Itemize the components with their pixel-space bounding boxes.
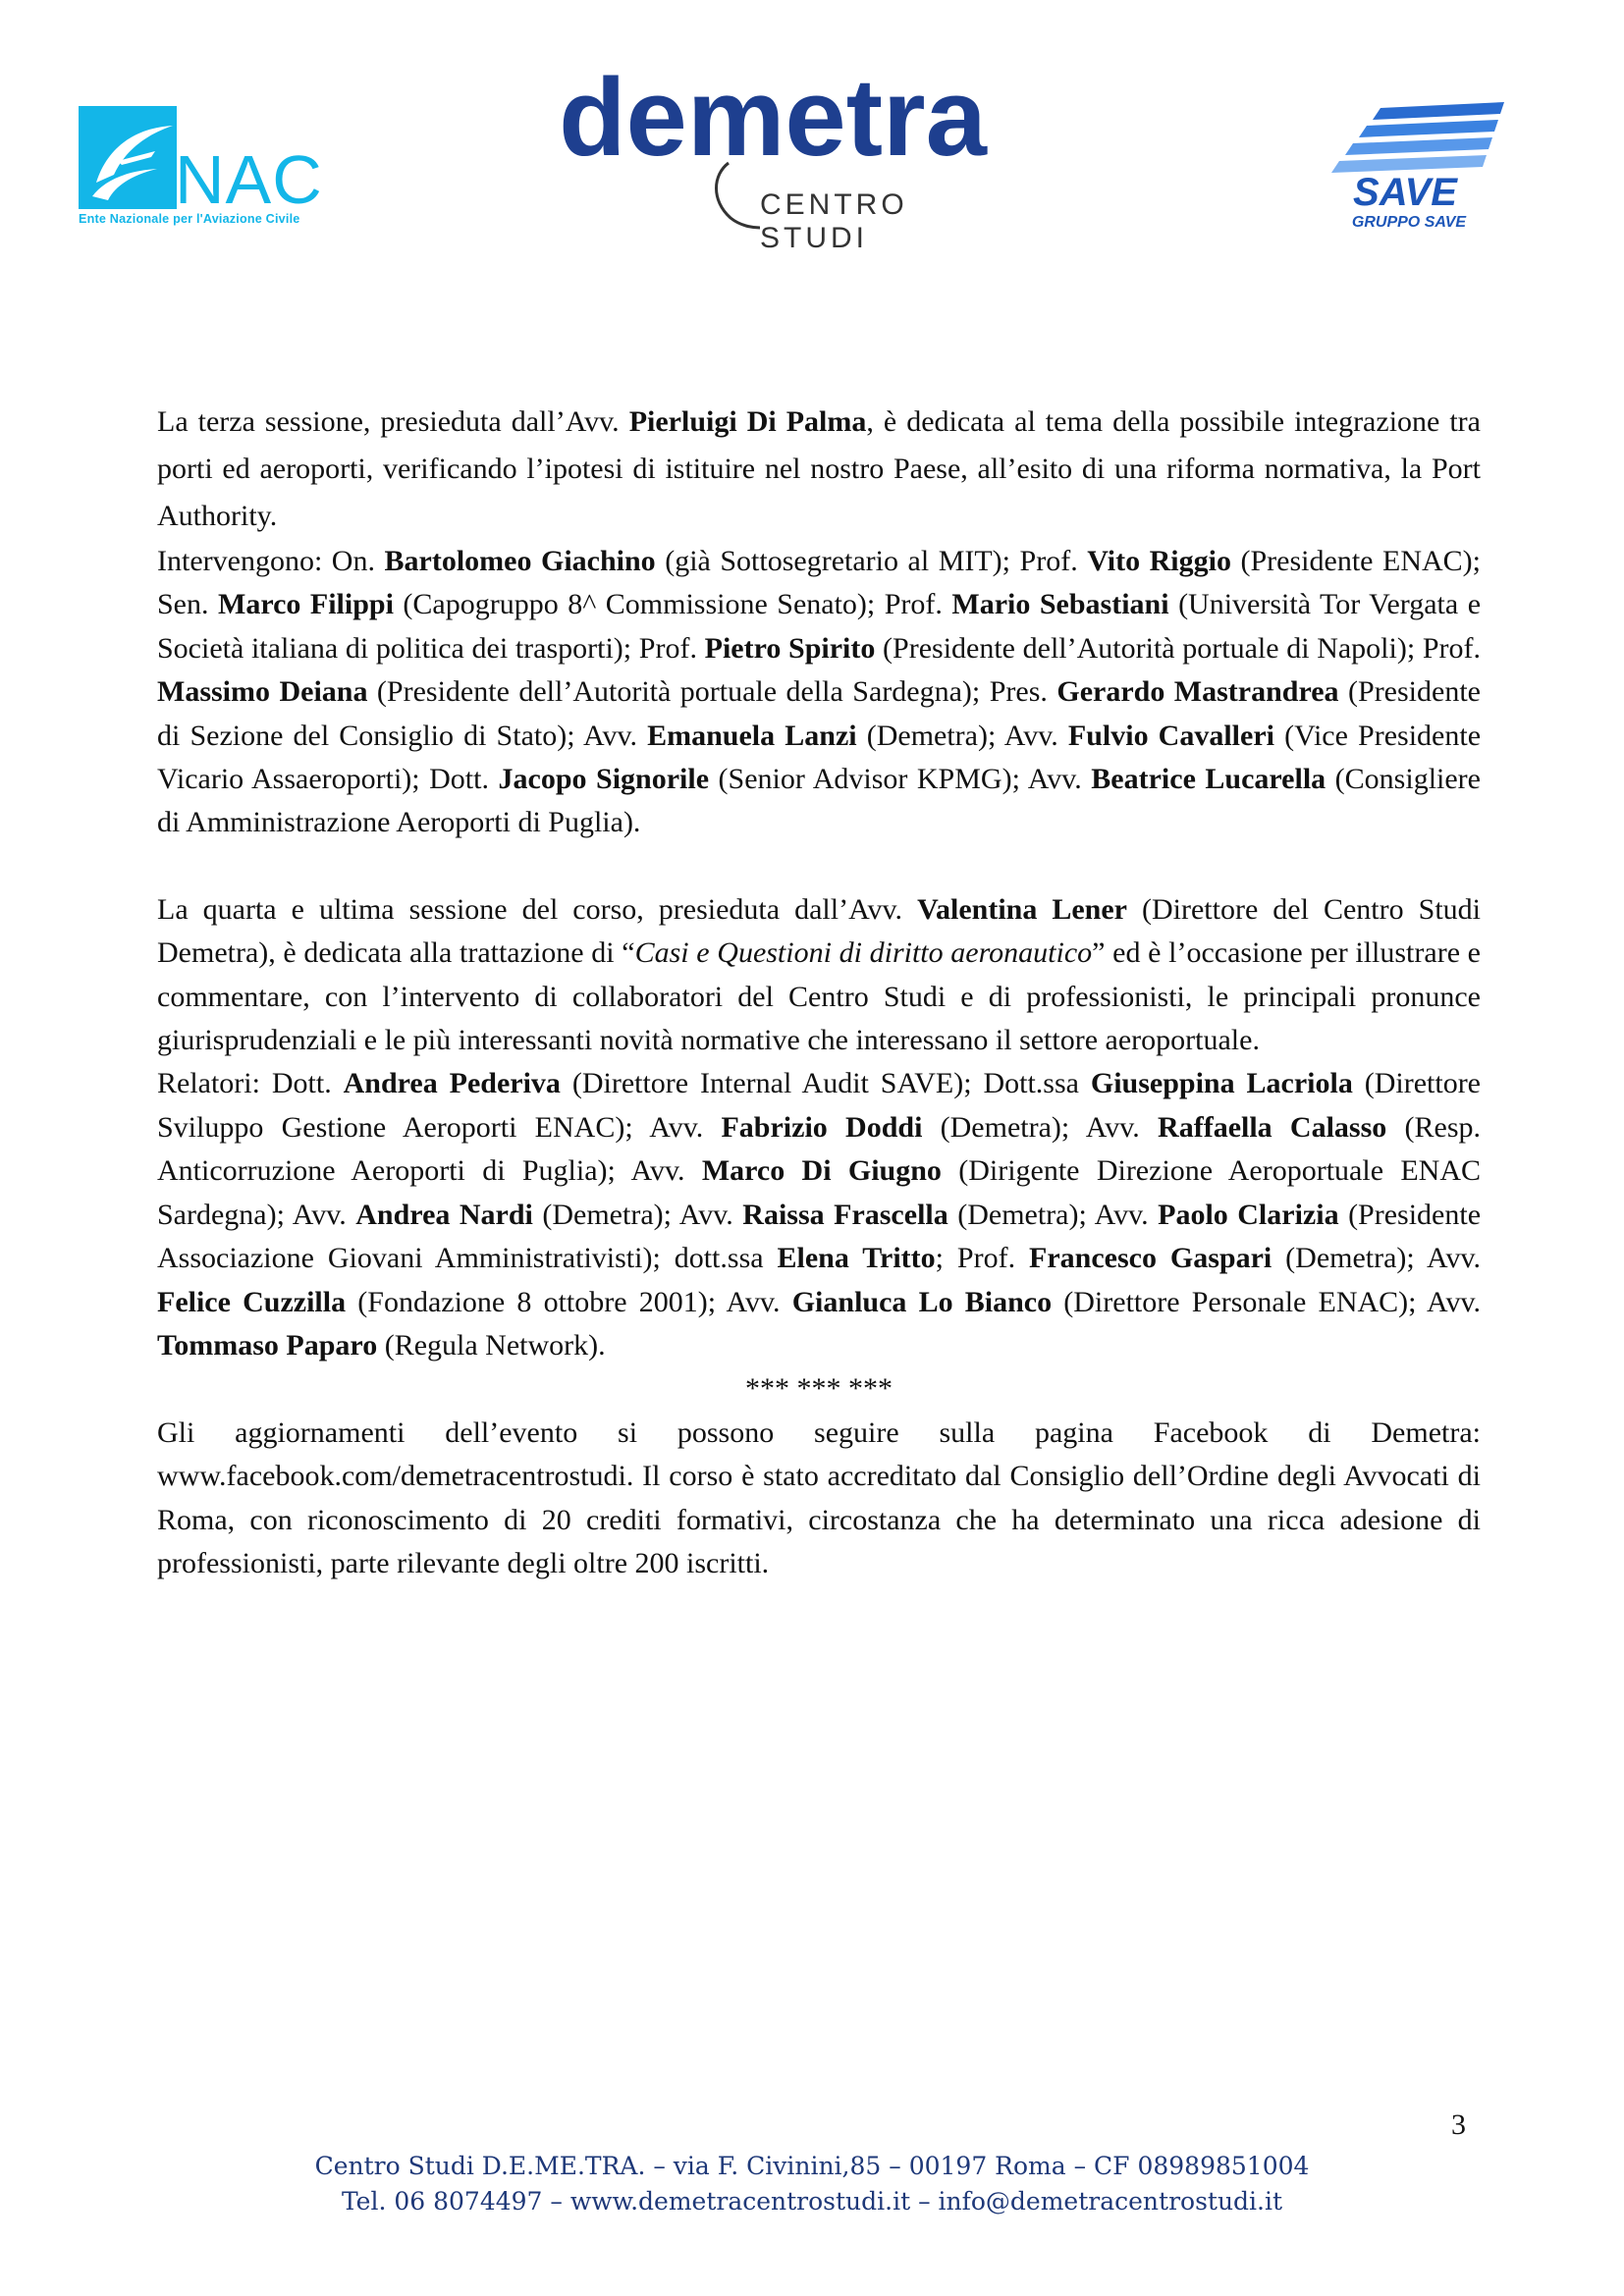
person-name: Pietro Spirito [704, 631, 876, 665]
session3-speakers-paragraph [157, 540, 1481, 845]
text-run: (Università Tor Vergata e Società italiana di politica dei trasporti); Prof. [157, 588, 1482, 665]
person-name: Vito Riggio [1087, 545, 1231, 577]
person-name: Raffaella Calasso [1158, 1110, 1387, 1144]
text-run: (Senior Advisor KPMG); Avv. [709, 763, 1092, 796]
text-run: (Consigliere di Amministrazione Aeroporti di Puglia). [157, 763, 1481, 839]
person-name: Tommaso Paparo [157, 1328, 378, 1362]
enac-logo-wordmark: NAC [175, 141, 323, 218]
text-run: (Demetra); Avv. [532, 1198, 743, 1231]
save-logo-subtitle: GRUPPO SAVE [1351, 214, 1467, 231]
text-run: (Fondazione 8 ottobre 2001); Avv. [346, 1285, 792, 1318]
enac-swoosh-icon [79, 106, 177, 209]
person-name: Massimo Deiana [157, 675, 368, 709]
text-run: Relatori: Dott. [157, 1067, 344, 1100]
person-name: Giuseppina Lacriola [1090, 1067, 1353, 1100]
person-name: Felice Cuzzilla [157, 1285, 347, 1318]
person-name: Beatrice Lucarella [1091, 763, 1326, 796]
text-run: (Regula Network). [377, 1328, 606, 1362]
text-run: (già Sottosegretario al MIT); Prof. [655, 545, 1088, 577]
person-name: Emanuela Lanzi [647, 719, 857, 752]
text-run: (Presidente Associazione Giovani Amministrativisti); dott.ssa [157, 1198, 1482, 1275]
demetra-curve-icon [683, 161, 762, 230]
text-run: (Demetra); Avv. [856, 719, 1068, 752]
person-name: Mario Sebastiani [951, 588, 1169, 621]
demetra-logo [556, 56, 990, 254]
section-separator: *** *** *** [745, 1372, 893, 1406]
person-name: Francesco Gaspari [1029, 1242, 1272, 1275]
enac-logo [79, 106, 359, 232]
demetra-logo-subtitle: CENTRO STUDI [760, 188, 908, 254]
person-name: Raissa Frascella [742, 1198, 948, 1231]
person-name: Gerardo Mastrandrea [1056, 675, 1339, 709]
text-run: (Direttore Sviluppo Gestione Aeroporti ENAC); Avv. [157, 1067, 1482, 1144]
text-run: (Demetra); Avv. [1272, 1242, 1482, 1275]
text-run: (Presidente di Sezione del Consiglio di Stato); Avv. [157, 675, 1481, 752]
document-body [157, 399, 1481, 1585]
session4-paragraph [157, 888, 1481, 1063]
person-name: Bartolomeo Giachino [384, 545, 656, 577]
text-run: Intervengono: On. [157, 545, 385, 577]
person-name: Jacopo Signorile [498, 763, 710, 796]
page-number: 3 [1451, 2109, 1466, 2141]
text-run: (Capogruppo 8^ Commissione Senato); Prof. [393, 588, 952, 621]
text-run: (Demetra); Avv. [947, 1198, 1159, 1231]
person-name: Marco Di Giugno [701, 1154, 942, 1188]
footer-contact-line: Tel. 06 8074497 – www.demetracentrostudi.it – info@demetracentrostudi.it [341, 2187, 1283, 2216]
closing-paragraph: Gli aggiornamenti dell’evento si possono seguire sulla pagina Facebook di Demetra: www.facebook.com/demetracentrostudi. Il corso è stato accreditato dal Consiglio dell’Ordine degli Avvocati di Roma, con riconoscimento di 20 crediti formativi, circostanza che ha determinato una ricca adesione di professionisti, parte rilevante degli oltre 200 iscritti. [157, 1415, 1481, 1579]
session3-paragraph: La terza sessione, presieduta dall’Avv. Pierluigi Di Palma, è dedicata al tema della possibile integrazione tra porti ed aeroporti, verificando l’ipotesi di istituire nel nostro Paese, all’esito di una riforma normativa, la Port Authority. [157, 405, 1481, 532]
text-run: (Presidente dell’Autorità portuale della Sardegna); Pres. [367, 675, 1057, 709]
person-name: Paolo Clarizia [1158, 1198, 1339, 1231]
session4-speakers-paragraph [157, 1062, 1481, 1367]
paragraph-gap [157, 845, 1481, 888]
enac-logo-subtitle: Ente Nazionale per l'Aviazione Civile [79, 212, 300, 226]
italic-title: Casi e Questioni di diritto aeronautico [634, 936, 1093, 970]
person-name: Andrea Pederiva [343, 1067, 561, 1100]
person-name: Marco Filippi [218, 588, 394, 621]
session3-chair: Pierluigi Di Palma [628, 405, 867, 438]
footer-address-line: Centro Studi D.E.ME.TRA. – via F. Civinini,85 – 00197 Roma – CF 08989851004 [314, 2152, 1310, 2180]
text-run: (Direttore Personale ENAC); Avv. [1052, 1285, 1482, 1318]
person-name: Andrea Nardi [355, 1198, 533, 1231]
page-footer [0, 2149, 1624, 2219]
text-run: La quarta e ultima sessione del corso, presieduta dall’Avv. [157, 892, 918, 926]
text-run: (Dirigente Direzione Aeroportuale ENAC Sardegna); Avv. [157, 1154, 1481, 1231]
save-logo-wordmark: SAVE [1353, 171, 1457, 214]
person-name: Elena Tritto [777, 1242, 936, 1275]
person-name: Gianluca Lo Bianco [791, 1285, 1053, 1318]
text-run: ” ed è l’occasione per illustrare e commentare, con l’intervento di collaboratori del Centro Studi e di professionisti, le principali pronunce giurisprudenziali e le più interessanti novità normative che interessano il settore aeroportuale. [157, 936, 1481, 1057]
text-run: (Direttore del Centro Studi Demetra), è dedicata alla trattazione di “ [157, 892, 1481, 970]
save-logo [1312, 98, 1506, 236]
text-run: (Presidente ENAC); Sen. [157, 545, 1481, 621]
person-name: Fabrizio Doddi [721, 1110, 923, 1144]
text-run: (Demetra); Avv. [922, 1110, 1159, 1144]
text-run: (Presidente dell’Autorità portuale di Napoli); Prof. [875, 631, 1481, 665]
person-name: Fulvio Cavalleri [1067, 719, 1274, 752]
person-name: Valentina Lener [917, 892, 1127, 926]
text-run: (Vice Presidente Vicario Assaeroporti); Dott. [157, 719, 1482, 796]
text-run: ; Prof. [935, 1242, 1029, 1275]
text-run: (Direttore Internal Audit SAVE); Dott.ssa [560, 1067, 1091, 1100]
text-run: (Resp. Anticorruzione Aeroporti di Puglia); Avv. [157, 1110, 1481, 1188]
demetra-logo-wordmark: demetra [559, 56, 987, 179]
